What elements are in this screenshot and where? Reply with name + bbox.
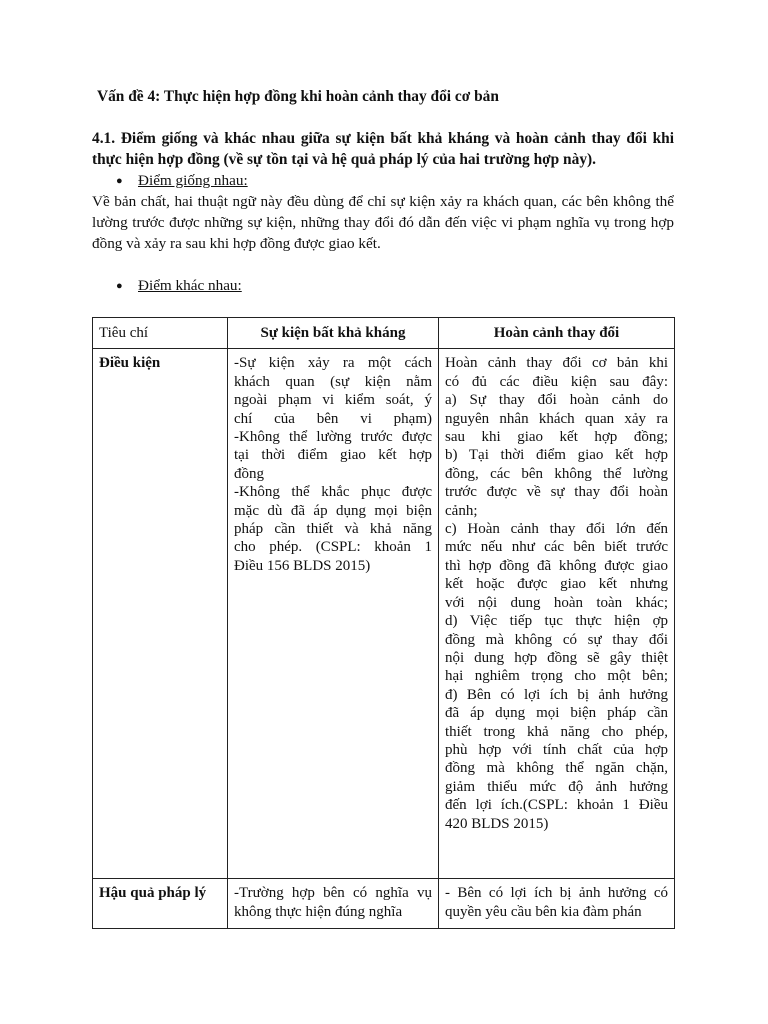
changed-circumstances-cell bbox=[439, 879, 675, 929]
cell-line: Điều 156 BLDS 2015) bbox=[234, 557, 371, 574]
cell-line: chí của bên vi phạm) bbox=[234, 410, 432, 427]
differences-label: Điểm khác nhau: bbox=[138, 277, 242, 294]
cell-line: pháp cần thiết và khả năng bbox=[234, 521, 432, 538]
section-heading: 4.1. Điểm giống và khác nhau giữa sự kiện bất khả kháng và hoàn cảnh thay đổi khi thực hiện hợp đồng (về sự tồn tại và hệ quả pháp lý của hai trường hợp này). bbox=[92, 130, 674, 168]
cell-line: với nội dung hoàn toàn khác; bbox=[445, 594, 668, 611]
cell-line: b) Tại thời điểm giao kết hợp bbox=[445, 447, 668, 464]
cell-line: quyền yêu cầu bên kia đàm phán bbox=[445, 903, 642, 920]
cell-line: có đủ các điều kiện sau đây: bbox=[445, 373, 668, 390]
table-row bbox=[93, 879, 675, 929]
cell-line: d) Việc tiếp tục thực hiện ợp bbox=[445, 613, 668, 630]
cell-line: đồng mà không thể ngăn chặn, bbox=[445, 760, 668, 777]
cell-line: thiết trong khả năng cho phép, bbox=[445, 723, 668, 740]
criterion-cell: Điều kiện bbox=[93, 349, 228, 879]
force-majeure-cell bbox=[228, 879, 439, 929]
cell-line: giảm thiểu mức độ ảnh hưởng bbox=[445, 778, 668, 795]
cell-line: nội dung hợp đồng sẽ gây thiệt bbox=[445, 649, 668, 666]
criterion-cell: Hậu quả pháp lý bbox=[93, 879, 228, 929]
cell-line: nguyên nhân khách quan xảy ra bbox=[445, 410, 668, 427]
cell-line: đã áp dụng mọi biện pháp cần bbox=[445, 705, 668, 722]
cell-line: tại thời điểm giao kết hợp bbox=[234, 447, 432, 464]
bullet-differences bbox=[116, 275, 242, 297]
changed-circumstances-cell bbox=[439, 349, 675, 879]
cell-line: không thực hiện đúng nghĩa bbox=[234, 903, 403, 920]
cell-line: a) Sự thay đổi hoàn cảnh do bbox=[445, 392, 668, 409]
bullet-similarities bbox=[116, 170, 248, 192]
similarities-paragraph: Về bản chất, hai thuật ngữ này đều dùng để chỉ sự kiện xảy ra khách quan, các bên không thể lường trước được những sự kiện, những thay đổi đó dẫn đến việc vi phạm nghĩa vụ trong hợp đồng và xảy ra sau khi hợp đồng được giao kết. bbox=[92, 193, 674, 252]
cell-line: cho phép. (CSPL: khoản 1 bbox=[234, 539, 432, 556]
bullet-dot-icon: ● bbox=[116, 280, 123, 292]
cell-line: mặc dù đã áp dụng mọi biện bbox=[234, 502, 432, 519]
issue-heading: Vấn đề 4: Thực hiện hợp đồng khi hoàn cảnh thay đổi cơ bản bbox=[97, 88, 499, 105]
header-changed-circumstances: Hoàn cảnh thay đổi bbox=[439, 318, 675, 349]
cell-line: phù hợp với tính chất của hợp bbox=[445, 741, 668, 758]
table-header-row bbox=[93, 318, 675, 349]
cell-line: thì hợp đồng đã không được giao bbox=[445, 557, 668, 574]
similarities-label: Điểm giống nhau: bbox=[138, 172, 248, 189]
table-row bbox=[93, 349, 675, 879]
cell-line: đ) Bên có lợi ích bị ảnh hưởng bbox=[445, 686, 668, 703]
cell-line: -Không thể lường trước được bbox=[234, 429, 432, 446]
cell-line: đồng bbox=[234, 465, 264, 482]
header-force-majeure: Sự kiện bất khả kháng bbox=[228, 318, 439, 349]
cell-line: 420 BLDS 2015) bbox=[445, 815, 549, 832]
cell-line: -Sự kiện xảy ra một cách bbox=[234, 355, 432, 372]
bullet-dot-icon: ● bbox=[116, 175, 123, 187]
cell-line: đồng, các bên không thể lường bbox=[445, 465, 668, 482]
cell-line: kết hoặc được giao kết nhưng bbox=[445, 576, 668, 593]
cell-line: đến lợi ích.(CSPL: khoản 1 Điều bbox=[445, 797, 668, 814]
force-majeure-cell bbox=[228, 349, 439, 879]
cell-line: Hoàn cảnh thay đổi cơ bản khi bbox=[445, 355, 668, 372]
cell-line: sau khi giao kết hợp đồng; bbox=[445, 429, 668, 446]
cell-lines bbox=[234, 354, 432, 575]
cell-line: cảnh; bbox=[445, 502, 478, 519]
cell-line: trước được về sự thay đổi hoàn bbox=[445, 484, 668, 501]
cell-line: hại nghiêm trọng cho một bên; bbox=[445, 668, 668, 685]
cell-lines bbox=[234, 884, 432, 921]
comparison-table bbox=[92, 317, 675, 929]
cell-line: -Không thể khắc phục được bbox=[234, 484, 432, 501]
cell-line: -Trường hợp bên có nghĩa vụ bbox=[234, 885, 432, 902]
cell-lines bbox=[445, 354, 668, 833]
cell-line: c) Hoàn cảnh thay đổi lớn đến bbox=[445, 521, 668, 538]
cell-line: - Bên có lợi ích bị ảnh hưởng có bbox=[445, 885, 668, 902]
cell-line: mức nếu như các bên biết trước bbox=[445, 539, 668, 556]
cell-line: ngoài phạm vi kiểm soát, ý bbox=[234, 392, 432, 409]
cell-lines bbox=[445, 884, 668, 921]
cell-line: khách quan (sự kiện nằm bbox=[234, 373, 432, 390]
header-criterion: Tiêu chí bbox=[93, 318, 228, 349]
cell-line: đồng mà không có sự thay đổi bbox=[445, 631, 668, 648]
